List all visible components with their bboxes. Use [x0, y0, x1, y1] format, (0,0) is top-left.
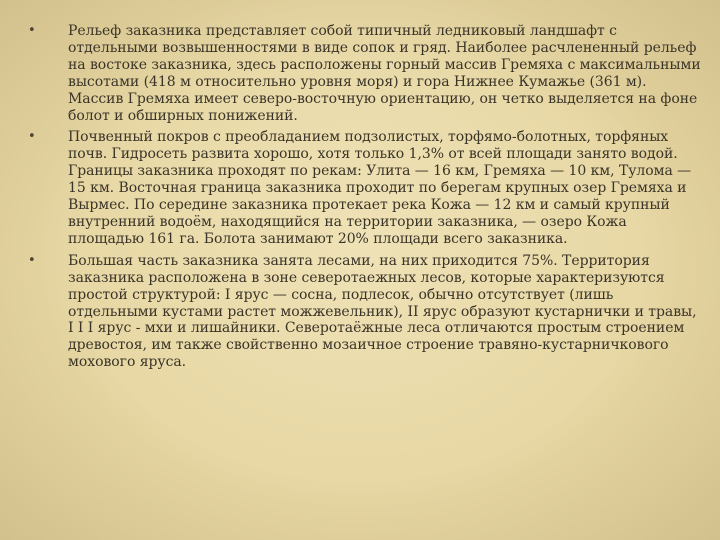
bullet-point-icon: • [28, 23, 36, 38]
bullet-item-relief [28, 23, 702, 124]
bullet-text-soil-hydrology: Почвенный покров с преобладанием подзолистых, торфямо-болотных, торфяных почв. Гидросеть развита хорошо, хотя только 1,3% от всей площади занято водой. Границы заказника проходят по рекам: Улита — 16 км, Гремяха — 10 км, Тулома — 15 км. Восточная граница заказника проходит по берегам крупных озер Гремяха и Вырмес. По середине заказника протекает река Кожа — 12 км и самый крупный внутренний водоём, находящийся на территории заказника, — озеро Кожа площадью 161 га. Болота занимают 20% площади всего заказника. [68, 129, 692, 247]
bullet-text-forests: Большая часть заказника занята лесами, на них приходится 75%. Территория заказника расположена в зоне северотаежных лесов, которые характеризуются простой структурой: I ярус — сосна, подлесок, обычно отсутствует (лишь отдельными кустами растет можжевельник), II ярус образуют кустарнички и травы, I I I ярус - мхи и лишайники. Северотаёжные леса отличаются простым строением древостоя, им также свойственно мозаичное строение травяно-кустарничкового мохового яруса. [68, 252, 697, 371]
bullet-item-forests [28, 253, 702, 371]
bullet-point-icon: • [28, 252, 36, 268]
bullet-text-relief: Рельеф заказника представляет собой типичный ледниковый ландшафт с отдельными возвышенностями в виде сопок и гряд. Наиболее расчлененный рельеф на востоке заказника, здесь расположены горный массив Гремяха с максимальными высотами (418 м относительно уровня моря) и гора Нижнее Кумажье (361 м). Массив Гремяха имеет северо-восточную ориентацию, он четко выделяется на фоне болот и обширных понижений. [68, 23, 701, 124]
bullet-point-icon: • [28, 129, 36, 145]
bullet-list [28, 23, 702, 376]
bullet-item-soil-hydrology [28, 129, 702, 247]
